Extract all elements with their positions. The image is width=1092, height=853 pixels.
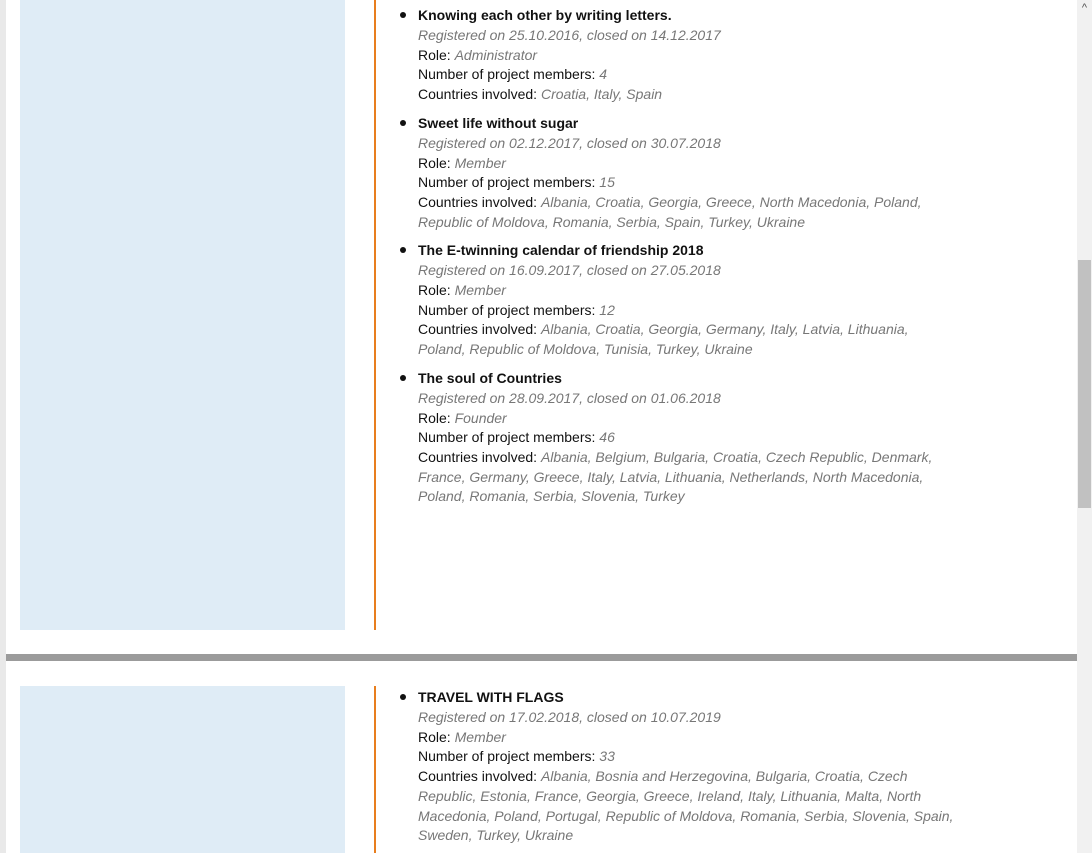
- members-value: 12: [599, 301, 615, 318]
- members-value: 15: [599, 174, 615, 191]
- project-section-2: [6, 661, 1077, 853]
- project-item: [398, 240, 958, 360]
- project-countries: [418, 320, 958, 359]
- scrollbar-thumb[interactable]: [1078, 260, 1091, 508]
- side-panel: [20, 686, 345, 853]
- project-registration: Registered on 17.02.2018, closed on 10.07.2019: [418, 709, 721, 725]
- countries-label: Countries involved:: [418, 193, 538, 210]
- countries-label: Countries involved:: [418, 448, 538, 465]
- bullet-icon: [400, 12, 406, 18]
- countries-label: Countries involved:: [418, 86, 538, 103]
- members-value: 4: [599, 66, 608, 83]
- countries-value: Albania, Croatia, Georgia, Germany, Italy, Latvia, Lithuania, Poland, Republic of Moldova, Tunisia, Turkey, Ukraine: [418, 321, 909, 358]
- accent-line: [374, 686, 376, 853]
- role-label: Role:: [418, 46, 451, 63]
- members-label: Number of project members:: [418, 429, 596, 446]
- project-registration: Registered on 28.09.2017, closed on 01.06.2018: [418, 389, 721, 406]
- countries-value: Albania, Belgium, Bulgaria, Croatia, Czech Republic, Denmark, France, Germany, Greece, Italy, Latvia, Lithuania, Netherlands, North Macedonia, Poland, Romania, Serbia, Slovenia, Turkey: [418, 448, 933, 505]
- role-label: Role:: [418, 154, 451, 171]
- project-title: The soul of Countries: [418, 369, 562, 386]
- role-label: Role:: [418, 409, 451, 426]
- role-label: Role:: [418, 282, 451, 299]
- chevron-up-icon[interactable]: ^: [1081, 2, 1088, 14]
- members-value: 46: [599, 429, 615, 446]
- project-registration: Registered on 02.12.2017, closed on 30.07.2018: [418, 134, 721, 151]
- project-role: [418, 409, 958, 429]
- project-item: [398, 687, 958, 846]
- project-item: [398, 5, 958, 105]
- accent-line: [374, 0, 376, 630]
- role-label: Role:: [418, 728, 451, 745]
- section-divider: [6, 654, 1077, 661]
- project-role: [418, 281, 958, 301]
- project-countries: [418, 767, 958, 846]
- members-label: Number of project members:: [418, 66, 596, 83]
- project-registration: Registered on 16.09.2017, closed on 27.05.2018: [418, 262, 721, 279]
- role-value: Administrator: [454, 46, 538, 63]
- vertical-scrollbar[interactable]: [1077, 0, 1092, 853]
- countries-label: Countries involved:: [418, 321, 538, 338]
- project-title: Sweet life without sugar: [418, 114, 579, 131]
- project-title: Knowing each other by writing letters.: [418, 7, 672, 23]
- content-area: [6, 0, 1077, 853]
- role-value: Member: [454, 154, 506, 171]
- countries-value: Croatia, Italy, Spain: [540, 86, 663, 103]
- project-role: [418, 728, 958, 748]
- project-list: [398, 687, 958, 853]
- role-value: Member: [454, 728, 506, 745]
- countries-label: Countries involved:: [418, 768, 538, 785]
- bullet-icon: [400, 247, 406, 253]
- project-countries: [418, 448, 958, 507]
- side-panel: [20, 0, 345, 630]
- project-list: [398, 5, 958, 515]
- members-label: Number of project members:: [418, 174, 596, 191]
- project-section-1: [6, 0, 1077, 654]
- project-registration: Registered on 25.10.2016, closed on 14.12.2017: [418, 27, 721, 43]
- project-item: [398, 113, 958, 233]
- project-item: [398, 368, 958, 507]
- project-members: [418, 747, 958, 767]
- members-value: 33: [599, 748, 615, 765]
- project-countries: [418, 193, 958, 232]
- role-value: Founder: [454, 409, 507, 426]
- bullet-icon: [400, 120, 406, 126]
- project-role: [418, 154, 958, 174]
- project-members: [418, 173, 958, 193]
- project-members: [418, 428, 958, 448]
- project-members: [418, 301, 958, 321]
- project-countries: [418, 85, 958, 105]
- project-members: [418, 65, 958, 85]
- bullet-icon: [400, 694, 406, 700]
- project-title: TRAVEL WITH FLAGS: [418, 689, 564, 705]
- members-label: Number of project members:: [418, 301, 596, 318]
- project-role: [418, 46, 958, 66]
- countries-value: Albania, Bosnia and Herzegovina, Bulgaria, Croatia, Czech Republic, Estonia, France, Georgia, Greece, Ireland, Italy, Lithuania, Malta, North Macedonia, Poland, Portugal, Republic of Moldova, Romania, Serbia, Slovenia, Spain, Sweden, Turkey, Ukraine: [418, 768, 954, 844]
- countries-value: Albania, Croatia, Georgia, Greece, North Macedonia, Poland, Republic of Moldova, Romania, Serbia, Spain, Turkey, Ukraine: [418, 193, 922, 230]
- role-value: Member: [454, 282, 506, 299]
- members-label: Number of project members:: [418, 748, 596, 765]
- project-title: The E-twinning calendar of friendship 2018: [418, 242, 704, 259]
- bullet-icon: [400, 375, 406, 381]
